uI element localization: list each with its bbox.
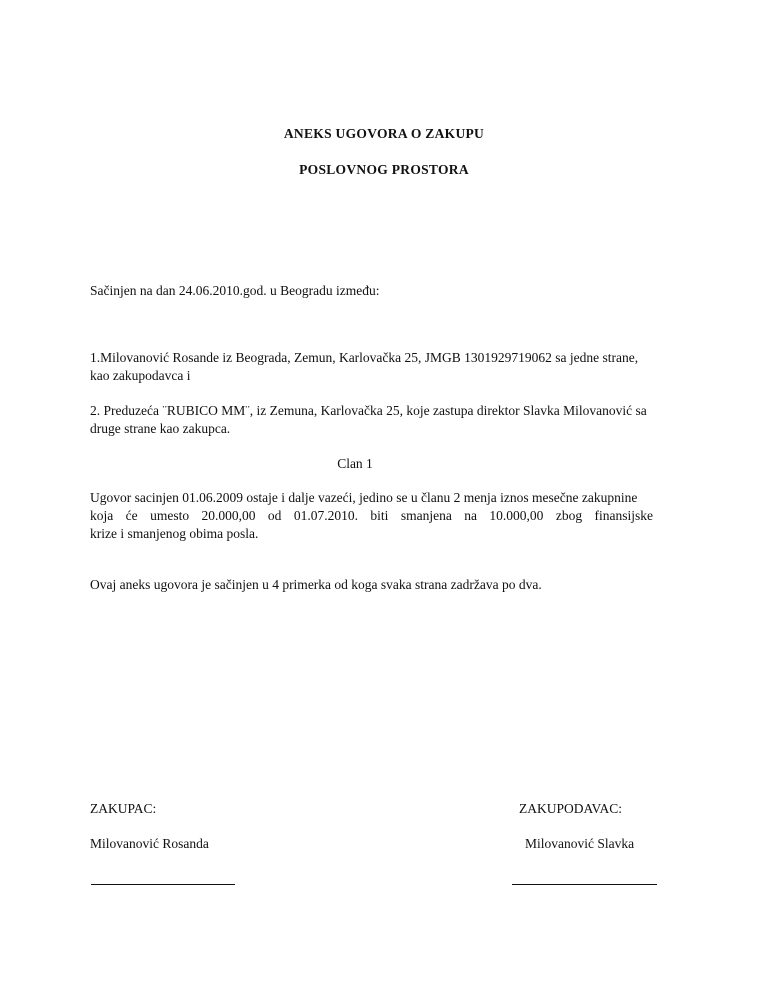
article-body-line-1: Ugovor sacinjen 01.06.2009 ostaje i dalje vazeći, jedino se u članu 2 menja iznos mesečne zakupnine xyxy=(90,490,638,505)
party-2-paragraph: 2. Preduzeća ¨RUBICO MM¨, iz Zemuna, Karlovačka 25, koje zastupa direktor Slavka Milovanović sa druge strane kao zakupca. xyxy=(90,403,647,436)
lessor-label: ZAKUPODAVAC: xyxy=(519,801,623,816)
document-title-line-1: ANEKS UGOVORA O ZAKUPU xyxy=(283,126,485,141)
article-body-line-2: koja će umesto 20.000,00 od 01.07.2010. biti smanjena na 10.000,00 zbog finansijske xyxy=(90,508,653,523)
article-heading: Clan 1 xyxy=(337,456,373,471)
article-body-line-3: krize i smanjenog obima posla. xyxy=(90,526,259,541)
lessor-name: Milovanović Slavka xyxy=(525,836,635,851)
party-1-paragraph: 1.Milovanović Rosande iz Beograda, Zemun, Karlovačka 25, JMGB 1301929719062 sa jedne strane, kao zakupodavca i xyxy=(90,350,639,383)
date-paragraph: Sačinjen na dan 24.06.2010.god. u Beogradu između: xyxy=(90,283,380,298)
copies-paragraph: Ovaj aneks ugovora je sačinjen u 4 primerka od koga svaka strana zadržava po dva. xyxy=(90,577,542,592)
lessor-signature-line xyxy=(512,884,657,885)
lessee-label: ZAKUPAC: xyxy=(90,801,157,816)
document-title-line-2: POSLOVNOG PROSTORA xyxy=(299,162,469,177)
lessee-name: Milovanović Rosanda xyxy=(90,836,209,851)
lessee-signature-line xyxy=(91,884,235,885)
article-body xyxy=(90,489,653,543)
